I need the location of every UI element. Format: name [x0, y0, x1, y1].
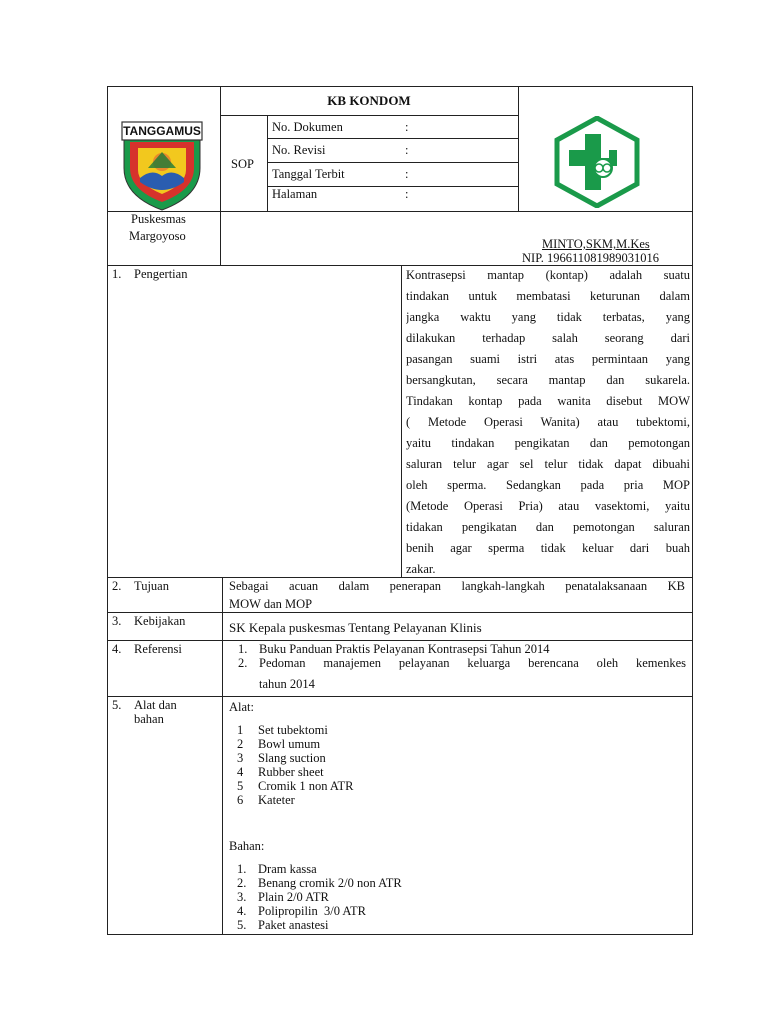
rule [107, 934, 693, 935]
referensi-item: Pedoman manajemen pelayanan keluarga berencana oleh kemenkes [259, 656, 686, 670]
section-title-bahan: bahan [134, 712, 164, 726]
rule [692, 86, 693, 935]
paragraph-line: bersangkutan, secara mantap dan sukarela. [406, 373, 690, 387]
puskesmas-name: Puskesmas [131, 212, 186, 226]
puskesmas-logo [551, 116, 643, 208]
bahan-num: 4. [237, 904, 247, 918]
tujuan-line: Sebagai acuan dalam penerapan langkah-langkah penatalaksanaan KB [229, 579, 685, 593]
paragraph-line: pasangan suami istri atas permintaan yang [406, 352, 690, 366]
paragraph-line: saluran telur agar sel telur tidak dapat dibuahi [406, 457, 690, 471]
alat-num: 2 [237, 737, 244, 751]
alat-num: 5 [237, 779, 244, 793]
referensi-num: 2. [238, 656, 248, 670]
tanggamus-logo [118, 118, 206, 212]
bahan-label: Bahan: [229, 839, 265, 853]
alat-item: Cromik 1 non ATR [258, 779, 354, 793]
puskesmas-location: Margoyoso [129, 229, 186, 243]
alat-num: 4 [237, 765, 244, 779]
rule [267, 138, 518, 139]
rule [107, 696, 693, 697]
paragraph-line: (Metode Operasi Pria) atau vasektomi, yaitu [406, 499, 690, 513]
alat-label: Alat: [229, 700, 254, 714]
bahan-item: Polipropilin 3/0 ATR [258, 904, 367, 918]
rule [518, 86, 519, 211]
section-title-referensi: Referensi [134, 642, 182, 656]
paragraph-line: tidakan pengikatan dan pemotongan saluran [406, 520, 690, 534]
section-title-alat: Alat dan [134, 698, 177, 712]
bahan-num: 1. [237, 862, 247, 876]
section-number: 5. [112, 698, 122, 712]
alat-num: 1 [237, 723, 244, 737]
alat-item: Bowl umum [258, 737, 321, 751]
signer-nip: NIP. 196611081989031016 [522, 251, 660, 265]
signer-name: MINTO,SKM,M.Kes [542, 237, 650, 251]
bahan-item: Dram kassa [258, 862, 317, 876]
paragraph-line: zakar. [406, 562, 436, 576]
bahan-item: Plain 2/0 ATR [258, 890, 329, 904]
field-sep: : [405, 143, 409, 157]
section-number: 1. [112, 267, 122, 281]
paragraph-line: jangka waktu yang tidak terbatas, yang [406, 310, 690, 324]
alat-item: Kateter [258, 793, 295, 807]
section-number: 4. [112, 642, 122, 656]
section-number: 3. [112, 614, 122, 628]
referensi-item: tahun 2014 [259, 677, 315, 691]
rule [107, 640, 693, 641]
field-sep: : [405, 187, 409, 201]
section-number: 2. [112, 579, 122, 593]
rule [107, 86, 693, 87]
paragraph-line: yaitu tindakan pengikatan dan pemotongan [406, 436, 690, 450]
rule [107, 86, 108, 935]
paragraph-line: Kontrasepsi mantap (kontap) adalah suatu [406, 268, 690, 282]
referensi-item: Buku Panduan Praktis Pelayanan Kontrasepsi Tahun 2014 [259, 642, 550, 656]
paragraph-line: dilakukan terhadap salah seorang dari [406, 331, 690, 345]
bahan-item: Benang cromik 2/0 non ATR [258, 876, 402, 890]
field-label-no-revisi: No. Revisi [272, 143, 326, 157]
field-label-halaman: Halaman [272, 187, 318, 201]
paragraph-line: tindakan untuk membatasi keturunan dalam [406, 289, 690, 303]
rule [267, 115, 268, 211]
referensi-num: 1. [238, 642, 248, 656]
paragraph-line: oleh sperma. Sedangkan pada pria MOP [406, 478, 690, 492]
paragraph-line: Tindakan kontap pada wanita disebut MOW [406, 394, 690, 408]
bahan-item: Paket anastesi [258, 918, 329, 932]
kebijakan-text: SK Kepala puskesmas Tentang Pelayanan Klinis [229, 620, 482, 635]
section-title-tujuan: Tujuan [134, 579, 169, 593]
alat-item: Slang suction [258, 751, 326, 765]
field-sep: : [405, 120, 409, 134]
bahan-num: 2. [237, 876, 247, 890]
field-sep: : [405, 167, 409, 181]
alat-item: Set tubektomi [258, 723, 328, 737]
field-label-tanggal-terbit: Tanggal Terbit [272, 167, 345, 181]
tujuan-line: MOW dan MOP [229, 597, 313, 611]
bahan-num: 5. [237, 918, 247, 932]
alat-num: 6 [237, 793, 244, 807]
section-title-kebijakan: Kebijakan [134, 614, 186, 628]
rule [222, 577, 223, 934]
document-title: KB KONDOM [327, 93, 411, 108]
bahan-num: 3. [237, 890, 247, 904]
section-title-pengertian: Pengertian [134, 267, 188, 281]
alat-item: Rubber sheet [258, 765, 324, 779]
paragraph-line: ( Metode Operasi Wanita) atau tubektomi, [406, 415, 690, 429]
rule [220, 86, 221, 265]
field-label-no-dokumen: No. Dokumen [272, 120, 343, 134]
sop-label: SOP [231, 157, 254, 171]
alat-num: 3 [237, 751, 244, 765]
rule [401, 265, 402, 577]
logo-text: TANGGAMUS [123, 124, 201, 138]
paragraph-line: benih agar sperma tidak keluar dari buah [406, 541, 690, 555]
pengertian-paragraph [406, 265, 690, 580]
rule [107, 612, 693, 613]
rule [220, 115, 518, 116]
rule [267, 162, 518, 163]
